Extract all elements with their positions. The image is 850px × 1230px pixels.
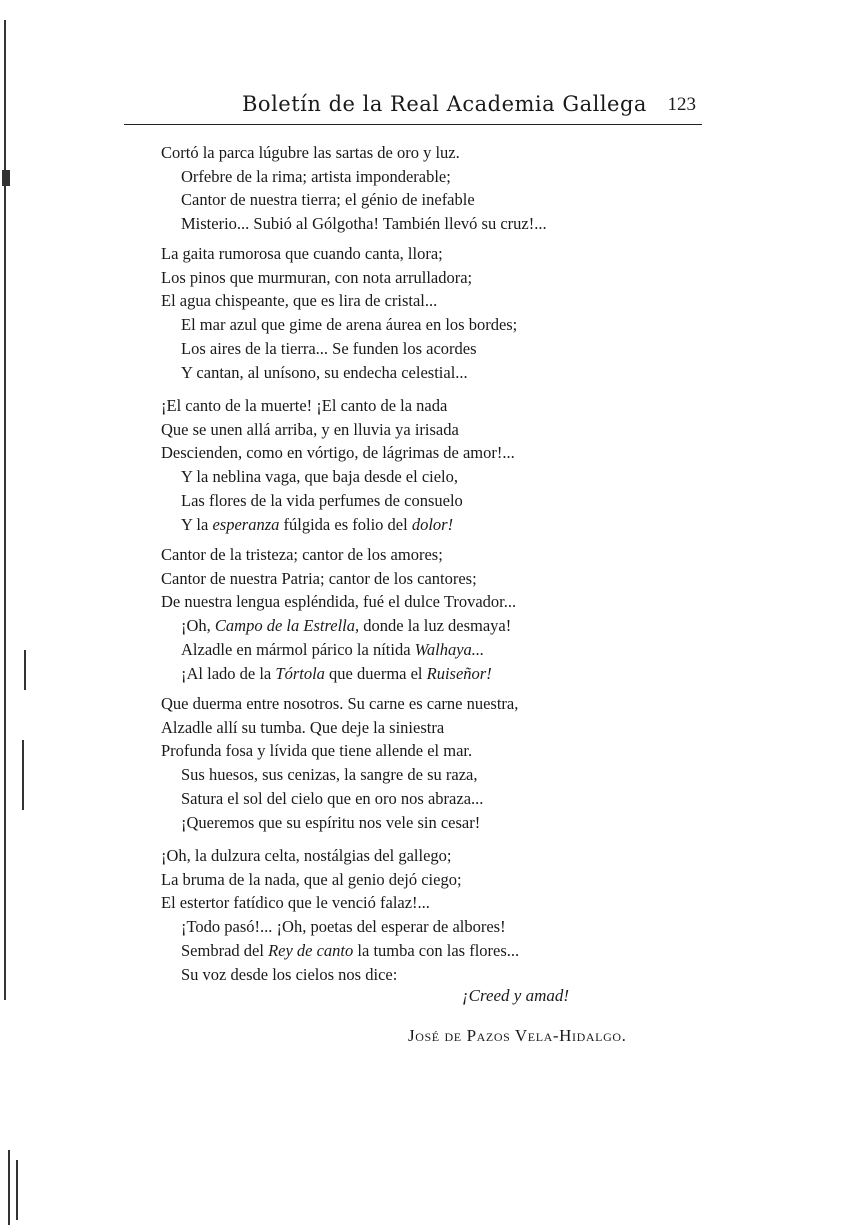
- verse-line: [161, 242, 443, 265]
- verse-text: Los aires de la tierra... Se funden los acordes: [181, 338, 477, 358]
- verse-line: [181, 361, 468, 384]
- verse-line: [181, 915, 506, 938]
- margin-mark: [24, 650, 26, 690]
- journal-title: Boletín de la Real Academia Gallega: [242, 92, 647, 116]
- verse-text: La bruma de la nada, que al genio dejó ciego;: [161, 869, 462, 889]
- verse-line: [181, 939, 519, 962]
- verse-text: Su voz desde los cielos nos dice:: [181, 964, 398, 984]
- verse-text: Cantor de nuestra tierra; el génio de inefable: [181, 190, 475, 210]
- verse-line: [161, 266, 472, 289]
- verse-line: [181, 313, 517, 336]
- italic-text: Rey de canto: [268, 940, 354, 960]
- verse-line: [181, 614, 511, 637]
- verse-text: ¡Oh, la dulzura celta, nostálgias del gallego;: [161, 846, 452, 865]
- italic-text: Walhaya...: [414, 639, 485, 659]
- verse-text: Que duerma entre nosotros. Su carne es carne nuestra,: [161, 694, 519, 713]
- verse-line: [161, 567, 477, 590]
- verse-line: [181, 165, 451, 188]
- verse-text: Y cantan, al unísono, su endecha celestial...: [181, 362, 468, 382]
- verse-text: ¡Al lado de la: [181, 663, 276, 683]
- verse-line: [161, 394, 447, 417]
- verse-line: [161, 441, 515, 464]
- verse-text: El mar azul que gime de arena áurea en los bordes;: [181, 315, 518, 335]
- verse-line: [161, 590, 516, 613]
- italic-text: Campo de la Estrella,: [214, 616, 360, 636]
- verse-line: [161, 716, 444, 739]
- verse-text: Las flores de la vida perfumes de consuelo: [181, 490, 463, 510]
- verse-line: [161, 289, 437, 312]
- margin-mark: [16, 1160, 18, 1220]
- verse-text: Que se unen allá arriba, y en lluvia ya irisada: [161, 419, 459, 439]
- verse-text: la tumba con las flores...: [353, 940, 520, 960]
- verse-text: donde la luz desmaya!: [359, 616, 512, 636]
- verse-line: [161, 418, 459, 441]
- verse-line: [181, 638, 484, 661]
- verse-line: [161, 891, 430, 914]
- italic-text: esperanza: [212, 514, 280, 534]
- verse-line: [161, 739, 472, 762]
- margin-mark: [2, 170, 10, 186]
- verse-line: [181, 787, 483, 810]
- verse-text: Misterio... Subió al Gólgotha! También llevó su cruz!...: [181, 214, 547, 234]
- verse-text: La gaita rumorosa que cuando canta, llora;: [161, 244, 443, 263]
- verse-text: El estertor fatídico que le venció falaz!...: [161, 893, 430, 913]
- verse-line: [181, 212, 547, 235]
- verse-text: Cantor de la tristeza; cantor de los amores;: [161, 545, 443, 564]
- verse-text: De nuestra lengua espléndida, fué el dulce Trovador...: [161, 592, 517, 612]
- verse-line: [181, 465, 458, 488]
- italic-text: dolor!: [411, 514, 454, 534]
- verse-line: [181, 489, 463, 512]
- closing-line: ¡Creed y amad!: [462, 986, 570, 1005]
- verse-line: [181, 188, 475, 211]
- verse-text: Y la neblina vaga, que baja desde el cielo,: [181, 467, 459, 487]
- running-header: [124, 90, 702, 125]
- verse-text: Alzadle en mármol párico la nítida: [181, 639, 415, 659]
- verse-text: que duerma el: [324, 663, 427, 683]
- verse-line: [181, 963, 397, 986]
- verse-line: [181, 662, 492, 685]
- author-signature: José de Pazos Vela-Hidalgo.: [408, 1026, 627, 1045]
- verse-line: [181, 513, 453, 536]
- verse-text: ¡Oh,: [181, 616, 215, 636]
- verse-text: Los pinos que murmuran, con nota arrulladora;: [161, 267, 473, 287]
- verse-line: [181, 337, 477, 360]
- verse-text: Satura el sol del cielo que en oro nos abraza...: [181, 788, 484, 808]
- verse-line: [161, 141, 460, 164]
- verse-text: fúlgida es folio del: [279, 514, 412, 534]
- verse-text: Cantor de nuestra Patria; cantor de los cantores;: [161, 568, 477, 588]
- verse-line: [161, 543, 443, 566]
- verse-text: Orfebre de la rima; artista imponderable;: [181, 166, 451, 186]
- verse-text: Descienden, como en vórtigo, de lágrimas de amor!...: [161, 443, 515, 463]
- margin-mark: [8, 1150, 10, 1225]
- verse-text: ¡Todo pasó!... ¡Oh, poetas del esperar de albores!: [181, 917, 506, 937]
- verse-text: Cortó la parca lúgubre las sartas de oro y luz.: [161, 143, 460, 162]
- margin-mark: [22, 740, 24, 810]
- verse-text: El agua chispeante, que es lira de cristal...: [161, 291, 438, 311]
- verse-text: Profunda fosa y lívida que tiene allende el mar.: [161, 741, 473, 761]
- verse-text: ¡El canto de la muerte! ¡El canto de la nada: [161, 396, 448, 415]
- verse-line: [161, 868, 462, 891]
- page-number: 123: [667, 94, 696, 115]
- verse-line: [161, 844, 451, 867]
- verse-line: [181, 763, 477, 786]
- verse-line: [181, 811, 480, 834]
- italic-text: Ruiseñor!: [426, 663, 492, 683]
- margin-binding-line: [4, 20, 6, 1000]
- verse-text: Y la: [181, 514, 213, 534]
- verse-text: ¡Queremos que su espíritu nos vele sin cesar!: [181, 812, 481, 832]
- verse-text: Sus huesos, sus cenizas, la sangre de su raza,: [181, 765, 478, 785]
- verse-text: Sembrad del: [181, 940, 269, 960]
- verse-line: [161, 692, 518, 715]
- verse-text: Alzadle allí su tumba. Que deje la siniestra: [161, 717, 445, 737]
- italic-text: Tórtola: [275, 663, 325, 683]
